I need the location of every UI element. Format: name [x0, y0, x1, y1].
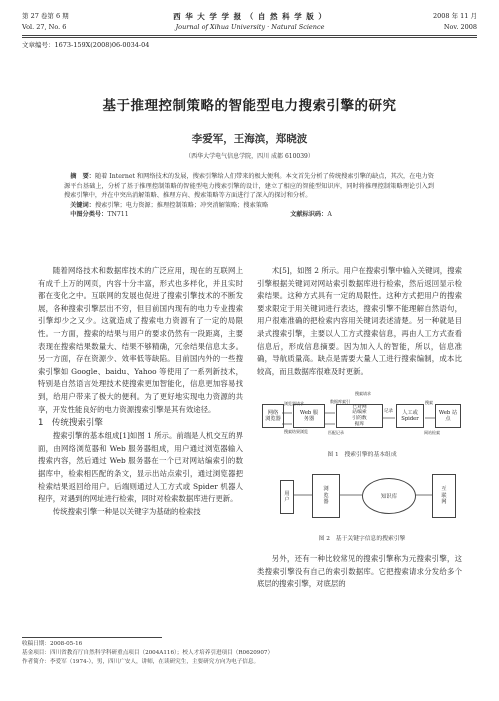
- journal-date-en: Nov. 2008: [443, 23, 477, 31]
- figure-2-caption: 图 2 基于关键字信息的搜索引擎: [318, 536, 406, 542]
- internet-box: 互 联 网: [432, 474, 456, 518]
- journal-volume-cn: 第 27 卷第 6 期: [22, 12, 69, 20]
- journal-name-en: Journal of Xihua University · Natural Science: [175, 23, 325, 31]
- abstract-text: 随着 Internet 和网络技术的发展，搜索引擎给人们带来的极大便利。本文首先分析了传统搜索引擎的缺点，其次，在电力资源平台基础上，分析了基于推理控制策略的智能型电力搜索引擎的设计，建立了相应的智能型知识库，同时将推理控制策略理论引入到搜索引擎中，并在中突出消解策略、推理方向、搜索策略等方面进行了深入的探讨和分析。: [64, 173, 434, 200]
- body-paragraph: 另外，还有一种比较常见的搜索引擎称为元搜索引擎，这类搜索引擎没有自己的索引数据库。它把搜索请求分发给多个底层的搜索引擎，对底层的: [257, 554, 462, 589]
- arrow-label-search: 搜索: [425, 400, 433, 405]
- left-column: [38, 265, 243, 518]
- journal-volume-en: Vol. 27, No. 6: [22, 23, 67, 31]
- db-index-label: 数据库索引: [330, 399, 350, 404]
- website-box: Web 站 点: [435, 404, 461, 428]
- abstract-label: 摘 要：: [70, 173, 95, 180]
- author-bio: 作者简介：李爱军（1974-），男，四川广安人，讲师，在读研究生，主要研究方向为电子信息。: [22, 659, 260, 665]
- arrow-label-search-request: 搜索请求: [355, 391, 371, 396]
- arrow-label-request: 浏览器请求: [284, 401, 304, 406]
- keywords-text: 搜索引擎；电力资源；推理控制策略；冲突消解策略；搜索策略: [94, 201, 269, 209]
- right-column-lower: [257, 553, 462, 591]
- footnote-rule: [22, 637, 162, 638]
- section-heading: 1 传统搜索引擎: [38, 418, 103, 429]
- indexed-database-box: 已对网 站编索 引的数 据库: [336, 404, 383, 428]
- header-rule-2: [22, 37, 477, 38]
- paper-authors: 李爱军，王海滨，郑晓波: [191, 133, 308, 145]
- clc-value: TN711: [107, 211, 129, 219]
- user-box: 用 户: [280, 480, 294, 514]
- arrow-label-match: 匹配记录: [328, 430, 344, 435]
- paper-title: 基于推理控制策略的智能型电力搜索引擎的研究: [102, 98, 397, 114]
- record-label: 记录: [384, 409, 393, 414]
- right-column: [257, 265, 462, 378]
- body-paragraph: 随着网络技术和数据库技术的广泛应用，现在的互联网上有成千上万的网页，内容十分丰富，形式也多样化，并且实时都在变化之中。互联网的发展也促进了搜索引擎技术的不断发展，各种搜索引擎层出不穷，但目前国内现有的电力专业搜索引擎却少之又少。这就造成了搜索电力资源有了一定的局限性。一方面，搜索的结果与用户的要求仍然有一段距离，主要表现在搜索结果数量大、结果不够精确，冗余结果信息太多。另一方面，存在资源少、效率低等缺陷。目前国内外的一些搜索引擎如 Google、baidu、Yahoo 等使用了一系列新技术，特别是自然语言处理技术使搜索更加智能化，信息更加容易找到，给用户带来了极大的便利。为了更好地实现电力资源的共享，开发性能良好的电力资源搜索引擎是其有效途径。: [38, 266, 243, 414]
- doc-code-value: A: [327, 211, 332, 219]
- figure-1-caption: 图 1 搜索引擎的基本组成: [327, 452, 397, 458]
- body-paragraph: 术[5]，如图 2 所示。用户在搜索引擎中输入关键词，搜索引擎根据关键词对网站索引数据库进行检索，然后返回显示检索结果。这种方式具有一定的局限性。这种方式把用户的搜索要求限定于用关键词进行表达，搜索引擎不能理解自然语句，用户很难准确的把检索内容用关键词表述清楚。另一种就是目录式搜索引擎，主要以人工方式搜索信息，再由人工方式查看信息后，形成信息摘要。因为加入人的智能，所以，信息准确，导航质量高。缺点是需要大量人工进行搜索编制，成本比较高，而且数据库很难及时更新。: [257, 266, 462, 376]
- arrow-label-site: 网站检索: [424, 430, 440, 435]
- clc-label: 中图分类号：: [70, 211, 108, 219]
- journal-name-cn: 西 华 大 学 学 报 （ 自 然 科 学 版 ）: [173, 12, 327, 21]
- abstract-block: [64, 172, 434, 220]
- keywords-label: 关键词：: [70, 201, 95, 209]
- spider-box: 人工或 Spider: [396, 404, 424, 428]
- footnote-block: [22, 640, 462, 667]
- received-date: 收稿日期：2008-05-16: [22, 641, 83, 647]
- fund-info: 基金项目：四川省教育厅自然科学科研重点项目（2004A116）；校人才培养引进项目（R0620907）: [22, 650, 274, 656]
- browser-box-fig2: 浏 览 器: [312, 474, 340, 518]
- article-number: 文章编号：1673-159X(2008)06-0034-04: [22, 41, 150, 49]
- header-rule: [22, 35, 477, 36]
- body-paragraph: 传统搜索引擎一种是以关键字为基础的检索技: [52, 506, 201, 516]
- web-server-box: Web 服 务器: [293, 404, 325, 428]
- arrow-label-result: 搜索结果浏览: [284, 429, 308, 434]
- browser-box: 网络 浏览器: [262, 404, 284, 428]
- body-paragraph: 搜索引擎的基本组成[1]如图 1 所示。前端是人机交互的界面，由网络浏览器和 Web 服务器组成，用户通过浏览器输入搜索内容，然后通过 Web 服务器在一个已对网站编索引的数据库中，检索相匹配的条文，显示出站点索引，通过浏览器把检索结果返回给用户。后端则通过人工方式或 Spider 机器人程序，对遇到的网址进行检索，同时对检索数据库进行更新。: [38, 431, 243, 504]
- paper-affiliation: （西华大学电气信息学院，四川 成都 610039）: [185, 153, 314, 160]
- doc-code-label: 文献标识码：: [290, 211, 328, 219]
- journal-date-cn: 2008 年 11 月: [432, 12, 477, 20]
- knowledge-base-ellipse: 知识库: [362, 478, 416, 514]
